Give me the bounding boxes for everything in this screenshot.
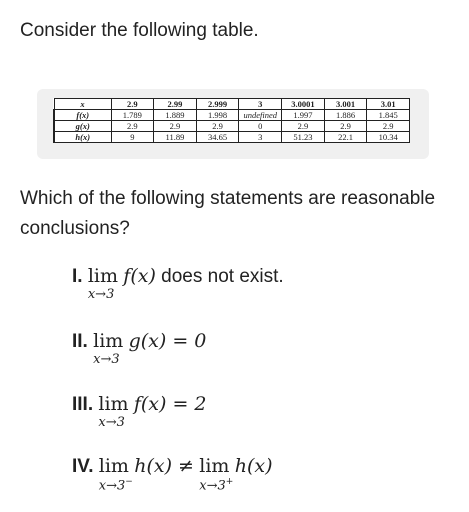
intro-text: Consider the following table. — [20, 20, 259, 41]
table-header-cell: 3.001 — [324, 99, 367, 110]
limit-subscript-right — [199, 477, 233, 493]
table-row-f — [54, 110, 410, 121]
values-table — [53, 98, 410, 143]
table-cell: 1.886 — [324, 110, 367, 121]
table-row-h — [54, 132, 410, 143]
table-cell: 1.998 — [196, 110, 239, 121]
limit-operator — [87, 265, 119, 302]
limit-subscript-text: x→3 — [199, 478, 226, 494]
table-header-cell: 3.0001 — [282, 99, 325, 110]
limit-word: lim — [98, 393, 129, 415]
limit-word: lim — [199, 455, 230, 477]
table-cell: 2.9 — [154, 121, 197, 132]
statement-number: II. — [72, 331, 88, 352]
limit-expression-left: h(x) ≠ — [134, 455, 194, 477]
table-header-cell: 2.99 — [154, 99, 197, 110]
table-header-cell: 3 — [239, 99, 282, 110]
table-header-x: x — [54, 99, 111, 110]
table-header-cell: 2.9 — [111, 99, 154, 110]
table-cell: 9 — [111, 132, 154, 143]
limit-side-plus: + — [225, 477, 234, 487]
limit-word: lim — [93, 330, 124, 352]
table-cell: 1.845 — [367, 110, 410, 121]
statement-number: III. — [72, 394, 94, 415]
limit-operator — [93, 330, 124, 367]
table-row-g — [54, 121, 410, 132]
limit-expression: f(x) — [123, 265, 156, 287]
table-cell: 2.9 — [111, 121, 154, 132]
limit-subscript: x→3 — [87, 287, 115, 302]
limit-subscript: x→3 — [93, 352, 120, 367]
limit-side-minus: − — [125, 477, 133, 487]
table-cell: 0 — [239, 121, 282, 132]
limit-operator — [98, 393, 129, 430]
table-cell: 2.9 — [367, 121, 410, 132]
statement-3 — [72, 393, 207, 430]
statement-tail: does not exist. — [155, 266, 284, 287]
table-cell: 2.9 — [282, 121, 325, 132]
row-label: h(x) — [54, 132, 111, 143]
limit-subscript-left — [99, 477, 133, 493]
table-container — [37, 89, 429, 159]
row-label: g(x) — [54, 121, 111, 132]
table-cell: 1.997 — [282, 110, 325, 121]
table-header-cell: 2.999 — [196, 99, 239, 110]
table-cell: 3 — [239, 132, 282, 143]
question-text: Which of the following statements are reasonable conclusions? — [20, 188, 436, 239]
table-cell: 22.1 — [324, 132, 367, 143]
statement-1 — [72, 265, 284, 302]
table-cell: 2.9 — [196, 121, 239, 132]
limit-operator-left — [98, 455, 133, 494]
table-header-cell: 3.01 — [367, 99, 410, 110]
statement-2 — [72, 330, 207, 367]
table-cell: 11.89 — [154, 132, 197, 143]
table-cell: undefined — [239, 110, 282, 121]
table-cell: 34.65 — [196, 132, 239, 143]
statement-number: I. — [72, 266, 83, 287]
limit-operator-right — [199, 455, 234, 494]
table-cell: 2.9 — [324, 121, 367, 132]
table-header-row — [54, 99, 410, 110]
table-cell: 1.789 — [111, 110, 154, 121]
statement-4 — [72, 455, 273, 494]
table-cell: 10.34 — [367, 132, 410, 143]
limit-expression: g(x) = 0 — [128, 330, 207, 352]
limit-word: lim — [87, 265, 119, 287]
limit-expression: f(x) = 2 — [133, 393, 207, 415]
limit-subscript-text: x→3 — [98, 478, 126, 494]
limit-expression-right: h(x) — [234, 455, 273, 477]
limit-word: lim — [98, 455, 129, 477]
table-cell: 1.889 — [154, 110, 197, 121]
row-label: f(x) — [54, 110, 111, 121]
limit-subscript: x→3 — [98, 415, 125, 430]
table-cell: 51.23 — [282, 132, 325, 143]
statement-number: IV. — [72, 456, 94, 477]
